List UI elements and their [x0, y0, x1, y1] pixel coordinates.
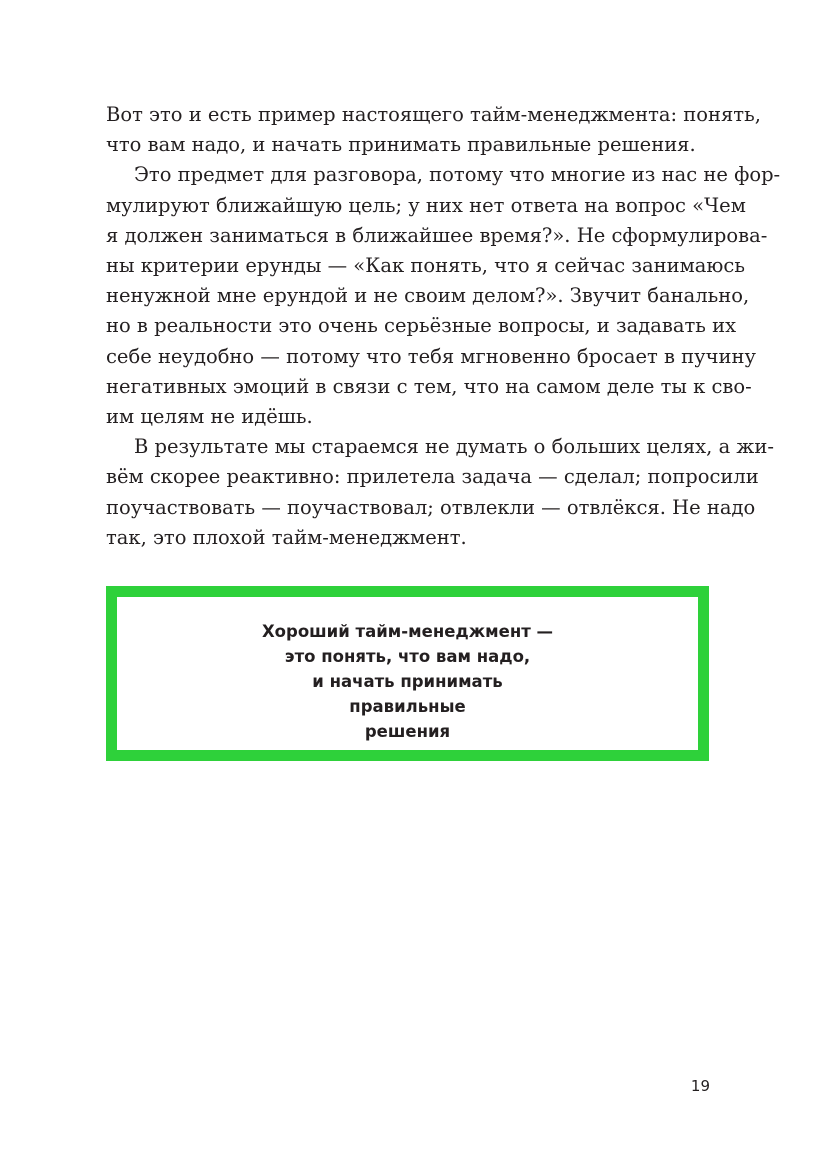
text-line: мулируют ближайшую цель; у них нет ответа на вопрос «Чем — [106, 193, 746, 217]
page-number: 19 — [690, 1077, 710, 1095]
text-line: негативных эмоций в связи с тем, что на самом деле ты к сво- — [106, 374, 752, 398]
text-line: В результате мы стараемся не думать о больших целях, а жи- — [134, 435, 774, 459]
text-line: им целям не идёшь. — [106, 405, 313, 429]
text-line: Вот это и есть пример настоящего тайм-менеджмента: понять, — [106, 103, 761, 126]
text-line: так, это плохой тайм-менеджмент. — [106, 525, 467, 549]
text-line: что вам надо, и начать принимать правильные решения. — [106, 133, 696, 157]
text-line: ненужной мне ерундой и не своим делом?». Звучит банально, — [106, 284, 750, 308]
callout-line: и начать принимать — [312, 672, 503, 691]
paragraph — [106, 100, 761, 160]
paragraph — [106, 432, 774, 553]
callout-quote — [117, 619, 698, 744]
callout-line: Хороший тайм-менеджмент — — [261, 622, 554, 641]
text-line: я должен заниматься в ближайшее время?». Не сформулирова- — [106, 223, 768, 247]
callout-box — [106, 586, 709, 761]
text-line: Это предмет для разговора, потому что многие из нас не фор- — [134, 163, 781, 187]
body-text — [106, 100, 781, 553]
text-line: поучаствовать — поучаствовал; отвлекли — отвлёкся. Не надо — [106, 495, 756, 519]
text-line: ны критерии ерунды — «Как понять, что я сейчас занимаюсь — [106, 254, 745, 278]
callout-line: решения — [364, 722, 451, 741]
paragraph — [106, 160, 781, 432]
text-line: но в реальности это очень серьёзные вопросы, и задавать их — [106, 314, 737, 338]
text-line: вём скорее реактивно: прилетела задача — сделал; попросили — [106, 465, 759, 489]
text-line: себе неудобно — потому что тебя мгновенно бросает в пучину — [106, 344, 756, 368]
callout-line: правильные — [349, 697, 466, 716]
callout-line: это понять, что вам надо, — [284, 647, 531, 666]
